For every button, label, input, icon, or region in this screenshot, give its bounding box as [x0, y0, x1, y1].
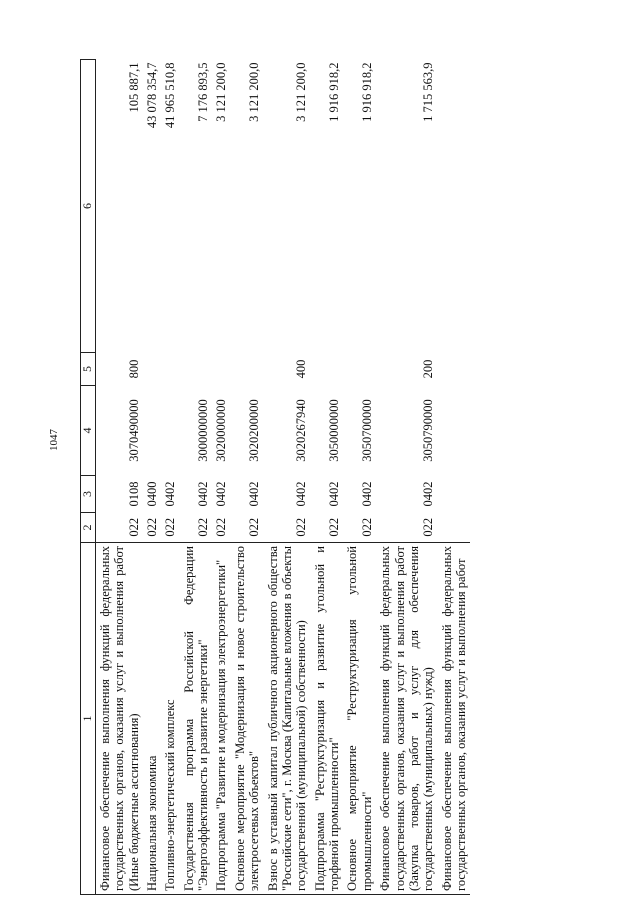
row-target-cell: 3050790000	[421, 399, 436, 462]
row-name-cell: Подпрограмма "Развитие и модернизация электроэнергетики"	[212, 543, 230, 895]
row-expense-cell	[438, 353, 471, 386]
row-sum-cell: 3 121 200,0	[247, 62, 262, 122]
table-row	[311, 60, 344, 895]
table-row	[343, 60, 376, 895]
row-admin-cell: 022	[359, 517, 374, 537]
header-cell-expense: 5	[81, 353, 96, 386]
row-name-cell: Финансовое обеспечение выполнения функций федеральных государственных органов, оказания услуг и выполнения работ (Иные бюджетные ассигнования)	[95, 543, 143, 895]
row-target-cell: 3070490000	[126, 399, 141, 462]
table-header-row	[81, 60, 96, 895]
row-target-cell	[161, 386, 179, 476]
row-expense-cell	[143, 353, 161, 386]
row-section-cell: 0400	[144, 481, 159, 507]
table-row	[438, 60, 471, 895]
row-sum-cell	[438, 60, 471, 353]
row-sum-cell: 7 176 893,5	[196, 62, 211, 122]
row-section-cell: 0402	[359, 481, 374, 507]
row-admin-cell: 022	[163, 517, 178, 537]
row-section-cell: 0108	[126, 481, 141, 507]
row-name-cell: Взнос в уставный капитал публичного акционерного общества "Российские сети", г. Москва (Капитальные вложения в объекты государственной (муниципальной) собственности)	[264, 543, 311, 895]
page-number: 1047	[48, 429, 60, 451]
row-admin-cell	[438, 513, 471, 543]
table-row	[180, 60, 213, 895]
row-admin-cell: 022	[327, 517, 342, 537]
row-sum-cell: 41 965 510,8	[163, 62, 178, 129]
table-row	[376, 60, 438, 895]
row-expense-cell	[311, 353, 344, 386]
row-section-cell: 0402	[214, 481, 229, 507]
row-target-cell	[143, 386, 161, 476]
header-cell-section: 3	[81, 476, 96, 513]
table-row	[95, 60, 143, 895]
row-name-cell: Основное мероприятие "Реструктуризация угольной промышленности"	[343, 543, 376, 895]
header-cell-sum: 6	[81, 60, 96, 353]
row-expense-cell	[212, 353, 230, 386]
row-section-cell: 0402	[163, 481, 178, 507]
row-sum-cell: 3 121 200,0	[214, 62, 229, 122]
table-row	[212, 60, 230, 895]
row-sum-cell: 3 121 200,0	[294, 62, 309, 122]
row-name-cell: Топливно-энергетический комплекс	[161, 543, 179, 895]
row-name-cell: Финансовое обеспечение выполнения функций федеральных государственных органов, оказания услуг и выполнения работ	[438, 543, 471, 895]
header-cell-target: 4	[81, 386, 96, 476]
row-name-cell: Подпрограмма "Реструктуризация и развитие угольной и торфяной промышленности"	[311, 543, 344, 895]
row-target-cell: 3000000000	[196, 399, 211, 462]
row-sum-cell: 43 078 354,7	[144, 62, 159, 129]
row-sum-cell: 1 916 918,2	[359, 62, 374, 122]
row-section-cell: 0402	[247, 481, 262, 507]
row-target-cell: 3020200000	[247, 399, 262, 462]
row-admin-cell: 022	[294, 517, 309, 537]
rotated-page	[80, 60, 595, 895]
row-admin-cell: 022	[247, 517, 262, 537]
row-name-cell: Национальная экономика	[143, 543, 161, 895]
row-section-cell: 0402	[294, 481, 309, 507]
row-expense-cell: 400	[294, 359, 309, 379]
budget-table	[80, 59, 470, 895]
row-admin-cell: 022	[144, 517, 159, 537]
row-expense-cell: 200	[421, 359, 436, 379]
row-target-cell: 3020267940	[294, 399, 309, 462]
row-target-cell: 3020000000	[214, 399, 229, 462]
row-admin-cell: 022	[421, 517, 436, 537]
table-row	[161, 60, 179, 895]
row-sum-cell: 105 887,1	[126, 62, 141, 113]
row-expense-cell	[343, 353, 376, 386]
row-section-cell: 0402	[421, 481, 436, 507]
row-name-cell: Государственная программа Российской Федерации "Энергоэффективность и развитие энергетики"	[180, 543, 213, 895]
row-sum-cell: 1 916 918,2	[327, 62, 342, 122]
row-section-cell: 0402	[196, 481, 211, 507]
row-section-cell	[438, 476, 471, 513]
row-admin-cell: 022	[196, 517, 211, 537]
row-admin-cell: 022	[126, 517, 141, 537]
table-row	[264, 60, 311, 895]
row-name-cell: Финансовое обеспечение выполнения функций федеральных государственных органов, оказания услуг и выполнения работ (Закупка товаров, работ и услуг для обеспечения государственных (муниципальных) нужд)	[376, 543, 438, 895]
row-admin-cell: 022	[214, 517, 229, 537]
row-expense-cell	[180, 353, 213, 386]
row-sum-cell: 1 715 563,9	[421, 62, 436, 122]
table-row	[231, 60, 264, 895]
row-section-cell: 0402	[327, 481, 342, 507]
table-body	[95, 60, 470, 895]
header-cell-name: 1	[81, 543, 96, 895]
row-expense-cell: 800	[126, 359, 141, 379]
header-cell-admin: 2	[81, 513, 96, 543]
table-row	[143, 60, 161, 895]
row-target-cell: 3050000000	[327, 399, 342, 462]
row-target-cell	[438, 386, 471, 476]
row-expense-cell	[231, 353, 264, 386]
row-target-cell: 3050700000	[359, 399, 374, 462]
row-expense-cell	[161, 353, 179, 386]
row-name-cell: Основное мероприятие "Модернизация и новое строительство электросетевых объектов"	[231, 543, 264, 895]
